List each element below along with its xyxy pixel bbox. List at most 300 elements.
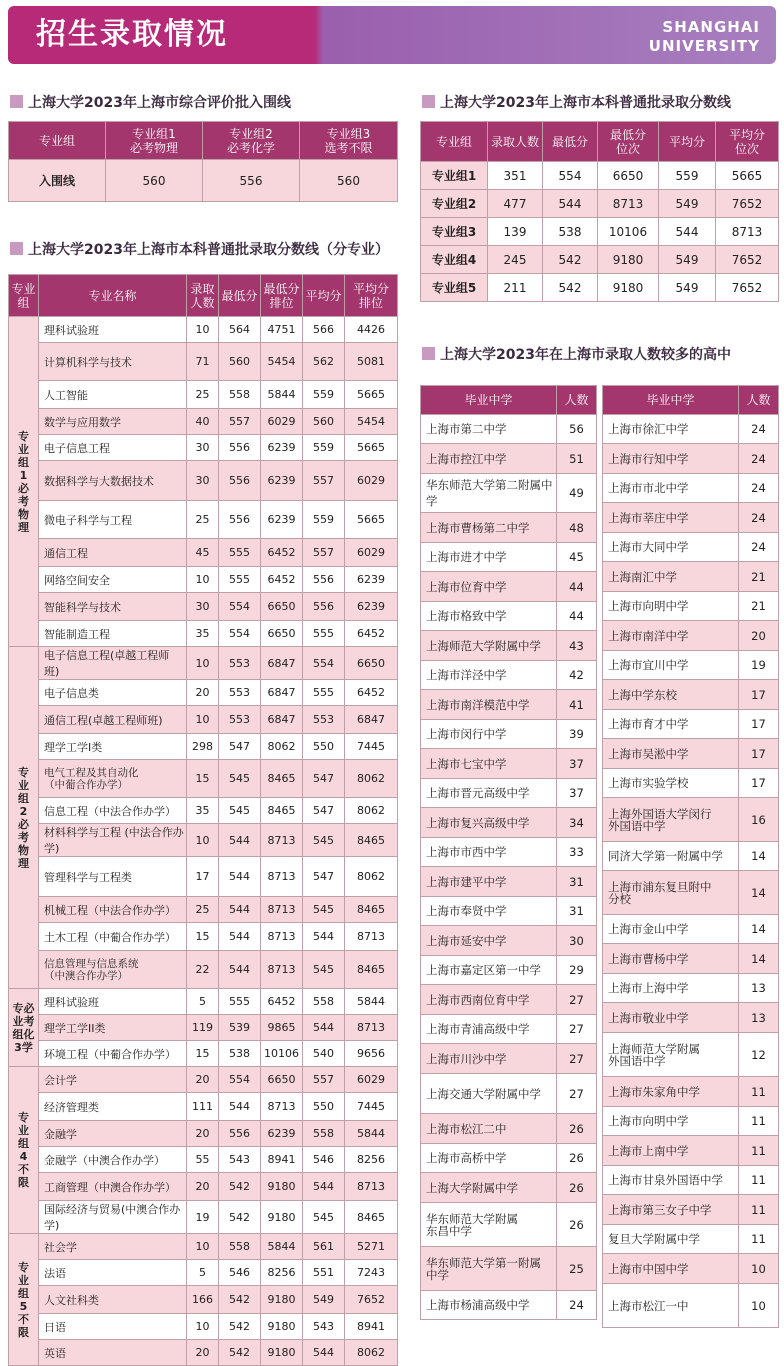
list-item xyxy=(603,1033,779,1077)
list-item xyxy=(421,690,597,720)
school-name: 上海中学东校 xyxy=(603,680,739,710)
student-count: 27 xyxy=(557,1044,597,1074)
score-cell: 545 xyxy=(219,760,261,798)
list-item xyxy=(421,474,597,513)
major-name: 理学工学II类 xyxy=(39,1015,187,1041)
score-cell: 8062 xyxy=(345,798,398,824)
student-count: 27 xyxy=(557,1074,597,1114)
score-cell: 6452 xyxy=(261,989,303,1015)
list-item xyxy=(421,720,597,749)
group-label: 专 业 组 4 不 限 xyxy=(9,1067,39,1234)
major-name: 法语 xyxy=(39,1260,187,1286)
score-cell: 6239 xyxy=(261,461,303,501)
major-name: 机械工程（中法合作办学） xyxy=(39,897,187,923)
score-cell: 547 xyxy=(303,798,345,824)
table-row xyxy=(9,1286,398,1314)
score-cell: 15 xyxy=(187,760,219,798)
column-header: 平均分 xyxy=(659,122,716,162)
group-label: 专业组3 xyxy=(421,218,488,246)
school-name: 上海市敬业中学 xyxy=(603,1003,739,1033)
major-name: 电子信息工程(卓越工程师班) xyxy=(39,647,187,680)
student-count: 27 xyxy=(557,1015,597,1044)
score-cell: 20 xyxy=(187,1067,219,1093)
school-name: 复旦大学附属中学 xyxy=(603,1225,739,1254)
score-cell: 544 xyxy=(659,218,716,246)
school-name: 华东师范大学第二附属中学 xyxy=(421,474,557,513)
student-count: 21 xyxy=(739,562,779,592)
major-name: 英语 xyxy=(39,1340,187,1366)
score-cell: 6650 xyxy=(261,621,303,647)
score-cell: 10 xyxy=(187,567,219,593)
score-cell: 15 xyxy=(187,923,219,951)
student-count: 31 xyxy=(557,897,597,926)
group-label: 专业组1 xyxy=(421,162,488,190)
list-item xyxy=(421,1114,597,1144)
score-cell: 35 xyxy=(187,621,219,647)
score-cell: 544 xyxy=(219,951,261,989)
table-row xyxy=(9,1015,398,1041)
student-count: 39 xyxy=(557,720,597,749)
score-cell: 538 xyxy=(543,218,598,246)
score-cell: 5665 xyxy=(716,162,779,190)
score-cell: 9180 xyxy=(261,1201,303,1234)
group-label: 专 业 组 1 必 考 物 理 xyxy=(9,317,39,647)
school-name: 上海市育才中学 xyxy=(603,710,739,739)
comprehensive-section-title: 上海大学2023年上海市综合评价批入围线 xyxy=(10,94,291,112)
student-count: 37 xyxy=(557,779,597,808)
table-row xyxy=(9,1340,398,1366)
list-item xyxy=(421,985,597,1015)
table-row xyxy=(9,343,398,381)
school-name: 华东师范大学附属 东昌中学 xyxy=(421,1203,557,1247)
group-label: 专业组4 xyxy=(421,246,488,274)
major-name: 智能科学与技术 xyxy=(39,593,187,621)
score-cell: 543 xyxy=(219,1147,261,1173)
score-cell: 544 xyxy=(219,897,261,923)
school-name: 上海交通大学附属中学 xyxy=(421,1074,557,1114)
student-count: 10 xyxy=(739,1284,779,1328)
score-cell: 4426 xyxy=(345,317,398,343)
student-count: 45 xyxy=(557,543,597,572)
score-cell: 559 xyxy=(303,435,345,461)
score-cell: 8713 xyxy=(261,951,303,989)
school-name: 上海师范大学附属中学 xyxy=(421,631,557,661)
table-row xyxy=(9,647,398,680)
column-header: 专业名称 xyxy=(39,275,187,317)
student-count: 11 xyxy=(739,1195,779,1225)
score-cell: 542 xyxy=(219,1201,261,1234)
score-cell: 8062 xyxy=(345,857,398,897)
score-cell: 5844 xyxy=(345,1121,398,1147)
score-cell: 22 xyxy=(187,951,219,989)
score-cell: 6650 xyxy=(345,647,398,680)
major-name: 经济管理类 xyxy=(39,1093,187,1121)
table-row xyxy=(9,567,398,593)
school-name: 上海市南洋模范中学 xyxy=(421,690,557,720)
major-scores-table xyxy=(8,274,398,1366)
list-item xyxy=(421,1291,597,1320)
table-row xyxy=(9,824,398,857)
column-header: 录取 人数 xyxy=(187,275,219,317)
student-count: 29 xyxy=(557,956,597,985)
list-item xyxy=(421,1015,597,1044)
table-row xyxy=(9,1067,398,1093)
table-row xyxy=(9,760,398,798)
table-row xyxy=(9,1201,398,1234)
score-cell: 9180 xyxy=(598,246,659,274)
table-row xyxy=(9,435,398,461)
score-cell: 539 xyxy=(219,1015,261,1041)
school-name: 上海市浦东复旦附中 分校 xyxy=(603,871,739,915)
score-cell: 561 xyxy=(303,1234,345,1260)
score-cell: 5844 xyxy=(261,381,303,409)
score-cell: 9180 xyxy=(261,1340,303,1366)
major-name: 理科试验班 xyxy=(39,317,187,343)
list-item xyxy=(603,1195,779,1225)
score-cell: 542 xyxy=(219,1314,261,1340)
list-item xyxy=(421,1247,597,1291)
column-header: 专业组 xyxy=(9,122,106,160)
score-cell: 550 xyxy=(303,734,345,760)
school-name: 上海市第二中学 xyxy=(421,415,557,444)
score-cell: 10 xyxy=(187,1314,219,1340)
major-name: 工商管理（中澳合作办学） xyxy=(39,1173,187,1201)
score-cell: 6452 xyxy=(261,539,303,567)
score-cell: 557 xyxy=(219,409,261,435)
column-header: 专业组3 选考不限 xyxy=(300,122,398,160)
score-cell: 558 xyxy=(303,1121,345,1147)
student-count: 24 xyxy=(739,533,779,562)
major-name: 电子信息工程 xyxy=(39,435,187,461)
score-cell: 549 xyxy=(659,274,716,302)
list-item xyxy=(603,1003,779,1033)
list-item xyxy=(421,897,597,926)
score-cell: 45 xyxy=(187,539,219,567)
score-cell: 555 xyxy=(303,680,345,706)
school-name: 上海市嘉定区第一中学 xyxy=(421,956,557,985)
major-name: 数据科学与大数据技术 xyxy=(39,461,187,501)
group-label: 专必 业考 组化 3学 xyxy=(9,989,39,1067)
group-label: 专 业 组 5 不 限 xyxy=(9,1234,39,1366)
score-cell: 556 xyxy=(219,435,261,461)
student-count: 49 xyxy=(557,474,597,513)
list-item xyxy=(603,503,779,533)
score-cell: 6452 xyxy=(345,621,398,647)
school-name: 上海市曹杨第二中学 xyxy=(421,513,557,543)
school-name: 上海市市北中学 xyxy=(603,474,739,503)
score-cell: 560 xyxy=(219,343,261,381)
score-cell: 546 xyxy=(303,1147,345,1173)
score-cell: 6029 xyxy=(345,461,398,501)
score-cell: 25 xyxy=(187,897,219,923)
score-cell: 7652 xyxy=(716,274,779,302)
score-cell: 6029 xyxy=(345,1067,398,1093)
column-header: 录取人数 xyxy=(488,122,543,162)
score-cell: 8713 xyxy=(716,218,779,246)
major-name: 电子信息类 xyxy=(39,680,187,706)
high-schools-table-right xyxy=(602,385,779,1328)
list-item xyxy=(421,1144,597,1173)
major-name: 网络空间安全 xyxy=(39,567,187,593)
major-name: 通信工程 xyxy=(39,539,187,567)
score-cell: 556 xyxy=(203,160,300,202)
score-cell: 558 xyxy=(219,1234,261,1260)
column-header: 毕业中学 xyxy=(603,386,739,415)
group-scores-section-title: 上海大学2023年上海市本科普通批录取分数线 xyxy=(422,94,731,112)
school-name: 上海市行知中学 xyxy=(603,444,739,474)
score-cell: 6239 xyxy=(261,501,303,539)
list-item xyxy=(603,944,779,974)
score-cell: 555 xyxy=(219,567,261,593)
major-name: 金融学（中澳合作办学） xyxy=(39,1147,187,1173)
table-row xyxy=(421,162,779,190)
score-cell: 6650 xyxy=(598,162,659,190)
major-name: 通信工程(卓越工程师班) xyxy=(39,706,187,734)
score-cell: 550 xyxy=(303,1093,345,1121)
major-name: 计算机科学与技术 xyxy=(39,343,187,381)
list-item xyxy=(421,808,597,838)
list-item xyxy=(421,867,597,897)
student-count: 11 xyxy=(739,1077,779,1107)
score-cell: 10 xyxy=(187,706,219,734)
list-item xyxy=(603,1225,779,1254)
score-cell: 542 xyxy=(219,1340,261,1366)
list-item xyxy=(421,1044,597,1074)
score-cell: 25 xyxy=(187,381,219,409)
school-name: 上海市洋泾中学 xyxy=(421,661,557,690)
column-header: 专业组2 必考化学 xyxy=(203,122,300,160)
score-cell: 9180 xyxy=(598,274,659,302)
table-row xyxy=(9,680,398,706)
score-cell: 9865 xyxy=(261,1015,303,1041)
student-count: 11 xyxy=(739,1225,779,1254)
column-header: 平均分 位次 xyxy=(716,122,779,162)
score-cell: 5271 xyxy=(345,1234,398,1260)
student-count: 24 xyxy=(739,474,779,503)
school-name: 上海市川沙中学 xyxy=(421,1044,557,1074)
score-cell: 20 xyxy=(187,1340,219,1366)
score-cell: 7243 xyxy=(345,1260,398,1286)
score-cell: 542 xyxy=(219,1173,261,1201)
score-cell: 5 xyxy=(187,1260,219,1286)
student-count: 26 xyxy=(557,1203,597,1247)
list-item xyxy=(603,651,779,680)
score-cell: 544 xyxy=(303,1173,345,1201)
school-name: 上海市晋元高级中学 xyxy=(421,779,557,808)
score-cell: 5081 xyxy=(345,343,398,381)
list-item xyxy=(421,444,597,474)
school-name: 上海市松江二中 xyxy=(421,1114,557,1144)
score-cell: 8713 xyxy=(261,897,303,923)
score-cell: 20 xyxy=(187,680,219,706)
major-name: 微电子科学与工程 xyxy=(39,501,187,539)
school-name: 同济大学第一附属中学 xyxy=(603,842,739,871)
score-cell: 5 xyxy=(187,989,219,1015)
major-name: 国际经济与贸易(中澳合作办学) xyxy=(39,1201,187,1234)
list-item xyxy=(603,474,779,503)
major-scores-section-title: 上海大学2023年上海市本科普通批录取分数线（分专业） xyxy=(10,241,389,259)
score-cell: 546 xyxy=(219,1260,261,1286)
score-cell: 8713 xyxy=(261,857,303,897)
score-cell: 553 xyxy=(219,706,261,734)
score-cell: 557 xyxy=(303,539,345,567)
table-row xyxy=(9,734,398,760)
list-item xyxy=(421,926,597,956)
list-item xyxy=(603,798,779,842)
score-cell: 5844 xyxy=(345,989,398,1015)
list-item xyxy=(421,1074,597,1114)
score-cell: 554 xyxy=(219,593,261,621)
score-cell: 556 xyxy=(219,501,261,539)
score-cell: 8465 xyxy=(261,798,303,824)
major-name: 管理科学与工程类 xyxy=(39,857,187,897)
school-name: 上海市市西中学 xyxy=(421,838,557,867)
score-cell: 542 xyxy=(543,274,598,302)
score-cell: 543 xyxy=(303,1314,345,1340)
student-count: 13 xyxy=(739,1003,779,1033)
student-count: 42 xyxy=(557,661,597,690)
score-cell: 8062 xyxy=(345,1340,398,1366)
score-cell: 10 xyxy=(187,1234,219,1260)
school-name: 上海南汇中学 xyxy=(603,562,739,592)
student-count: 14 xyxy=(739,871,779,915)
score-cell: 6029 xyxy=(345,539,398,567)
list-item xyxy=(603,974,779,1003)
list-item xyxy=(603,1254,779,1284)
score-cell: 9656 xyxy=(345,1041,398,1067)
student-count: 44 xyxy=(557,602,597,631)
school-name: 上海市朱家角中学 xyxy=(603,1077,739,1107)
major-name: 信息管理与信息系统 （中澳合作办学） xyxy=(39,951,187,989)
score-cell: 8062 xyxy=(345,760,398,798)
score-cell: 542 xyxy=(219,1286,261,1314)
score-cell: 547 xyxy=(303,760,345,798)
score-cell: 7652 xyxy=(716,246,779,274)
school-name: 上海市复兴高级中学 xyxy=(421,808,557,838)
student-count: 48 xyxy=(557,513,597,543)
major-name: 土木工程（中葡合作办学） xyxy=(39,923,187,951)
list-item xyxy=(603,415,779,444)
column-header: 最低分 xyxy=(219,275,261,317)
school-name: 上海外国语大学闵行 外国语中学 xyxy=(603,798,739,842)
list-item xyxy=(421,415,597,444)
score-cell: 545 xyxy=(303,897,345,923)
school-name: 上海市宜川中学 xyxy=(603,651,739,680)
list-item xyxy=(421,572,597,602)
score-cell: 25 xyxy=(187,501,219,539)
school-name: 上海市南洋中学 xyxy=(603,621,739,651)
list-item xyxy=(421,956,597,985)
score-cell: 6239 xyxy=(261,435,303,461)
score-cell: 6239 xyxy=(261,1121,303,1147)
score-cell: 35 xyxy=(187,798,219,824)
major-name: 人工智能 xyxy=(39,381,187,409)
score-cell: 540 xyxy=(303,1041,345,1067)
list-item xyxy=(421,602,597,631)
table-row xyxy=(421,190,779,218)
list-item xyxy=(603,842,779,871)
high-schools-table-left xyxy=(420,385,597,1320)
score-cell: 7445 xyxy=(345,734,398,760)
score-cell: 17 xyxy=(187,857,219,897)
school-name: 上海市大同中学 xyxy=(603,533,739,562)
column-header: 最低分 排位 xyxy=(261,275,303,317)
column-header: 专业 组 xyxy=(9,275,39,317)
school-name: 上海市向明中学 xyxy=(603,592,739,621)
major-name: 数学与应用数学 xyxy=(39,409,187,435)
score-cell: 545 xyxy=(219,798,261,824)
score-cell: 245 xyxy=(488,246,543,274)
score-cell: 555 xyxy=(303,621,345,647)
list-item xyxy=(421,838,597,867)
table-row xyxy=(9,501,398,539)
university-name-line2: UNIVERSITY xyxy=(648,37,760,55)
column-header: 专业组1 必考物理 xyxy=(106,122,203,160)
school-name: 上海市高桥中学 xyxy=(421,1144,557,1173)
school-name: 上海市吴淞中学 xyxy=(603,739,739,769)
major-name: 智能制造工程 xyxy=(39,621,187,647)
school-name: 上海市甘泉外国语中学 xyxy=(603,1166,739,1195)
table-row xyxy=(421,246,779,274)
column-header: 平均分 xyxy=(303,275,345,317)
table-row xyxy=(9,1260,398,1286)
table-row xyxy=(9,593,398,621)
list-item xyxy=(603,739,779,769)
row-label: 入围线 xyxy=(9,160,106,202)
school-name: 上海市中国中学 xyxy=(603,1254,739,1284)
score-cell: 5665 xyxy=(345,435,398,461)
score-cell: 8465 xyxy=(345,897,398,923)
list-item xyxy=(603,533,779,562)
school-name: 上海市延安中学 xyxy=(421,926,557,956)
score-cell: 545 xyxy=(303,824,345,857)
score-cell: 6452 xyxy=(261,567,303,593)
score-cell: 558 xyxy=(219,381,261,409)
column-header: 最低分 位次 xyxy=(598,122,659,162)
student-count: 11 xyxy=(739,1136,779,1166)
score-cell: 8465 xyxy=(345,824,398,857)
score-cell: 6847 xyxy=(261,680,303,706)
score-cell: 10106 xyxy=(261,1041,303,1067)
score-cell: 5665 xyxy=(345,501,398,539)
student-count: 19 xyxy=(739,651,779,680)
student-count: 17 xyxy=(739,680,779,710)
list-item xyxy=(603,444,779,474)
school-name: 上海市杨浦高级中学 xyxy=(421,1291,557,1320)
student-count: 14 xyxy=(739,944,779,974)
score-cell: 10 xyxy=(187,824,219,857)
list-item xyxy=(421,661,597,690)
list-item xyxy=(421,779,597,808)
list-item xyxy=(421,749,597,779)
list-item xyxy=(421,631,597,661)
list-item xyxy=(603,1136,779,1166)
score-cell: 545 xyxy=(303,951,345,989)
school-name: 上海市格致中学 xyxy=(421,602,557,631)
score-cell: 556 xyxy=(219,1121,261,1147)
list-item xyxy=(603,621,779,651)
score-cell: 8713 xyxy=(261,1093,303,1121)
table-row xyxy=(9,1041,398,1067)
score-cell: 8062 xyxy=(261,734,303,760)
school-name: 上海市第三女子中学 xyxy=(603,1195,739,1225)
school-name: 上海市闵行中学 xyxy=(421,720,557,749)
student-count: 12 xyxy=(739,1033,779,1077)
score-cell: 111 xyxy=(187,1093,219,1121)
student-count: 26 xyxy=(557,1173,597,1203)
student-count: 14 xyxy=(739,915,779,944)
score-cell: 538 xyxy=(219,1041,261,1067)
